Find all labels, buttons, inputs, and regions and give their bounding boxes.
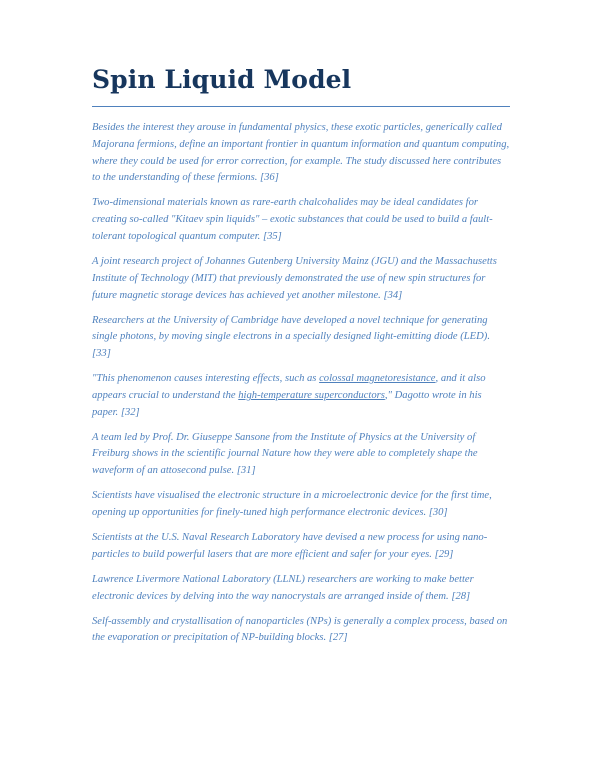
quote-text-2: , and it also appears crucial to understand the [92,373,486,401]
paragraph-naval-lab: Scientists at the U.S. Naval Research Laboratory have devised a new process for using nano-particles to build powerful lasers that are more efficient and safer for your eyes. [29] [92,532,488,560]
quote-text-1: "This phenomenon causes interesting effects, such as [92,373,320,385]
paragraph-jgu-mit: A joint research project of Johannes Gutenberg University Mainz (JGU) and the Massachusetts Institute of Technology (MIT) that previously demonstrated the use of new spin structures for future magnetic storage devices has achieved yet another milestone. [34] [92,255,497,301]
page-title: Spin Liquid Model [92,65,352,94]
paragraph-majorana: Besides the interest they arouse in fundamental physics, these exotic particles, generically called Majorana fermions, define an important frontier in quantum information and quantum computing, where they could be used for error correction, for example. The study discussed here contributes to the understanding of these fermions. [36] [92,122,510,184]
document-page [92,64,510,655]
paragraph-dagotto-quote [92,371,510,421]
colossal-magnetoresistance-link[interactable]: colossal magnetoresistance [319,373,436,385]
paragraph-llnl: Lawrence Livermore National Laboratory (LLNL) researchers are working to make better electronic devices by delving into the way nanocrystals are arranged inside of them. [28] [92,573,474,602]
paragraph-freiburg: A team led by Prof. Dr. Giuseppe Sansone from the Institute of Physics at the University of Freiburg shows in the scientific journal Nature how they were able to completely shape the waveform of an attosecond pulse. [31] [92,431,478,477]
paragraph-kitaev: Two-dimensional materials known as rare-earth chalcohalides may be ideal candidates for creating so-called "Kitaev spin liquids" – exotic substances that could be used to build a fault-tolerant topological quantum computer. [35] [92,197,493,242]
quote-text-3: ," Dagotto wrote in his paper. [32] [92,389,482,418]
paragraph-list [92,120,510,647]
high-temperature-superconductors-link[interactable]: high-temperature superconductors [238,389,385,401]
paragraph-nanoparticles: Self-assembly and crystallisation of nanoparticles (NPs) is generally a complex process, based on the evaporation or precipitation of NP-building blocks. [27] [92,615,508,644]
title-divider [92,106,510,107]
paragraph-microelectronic: Scientists have visualised the electronic structure in a microelectronic device for the first time, opening up opportunities for finely-tuned high performance electronic devices. [30] [92,490,492,519]
paragraph-cambridge: Researchers at the University of Cambridge have developed a novel technique for generating single photons, by moving single electrons in a specially designed light-emitting diode (LED). [33] [92,314,490,360]
